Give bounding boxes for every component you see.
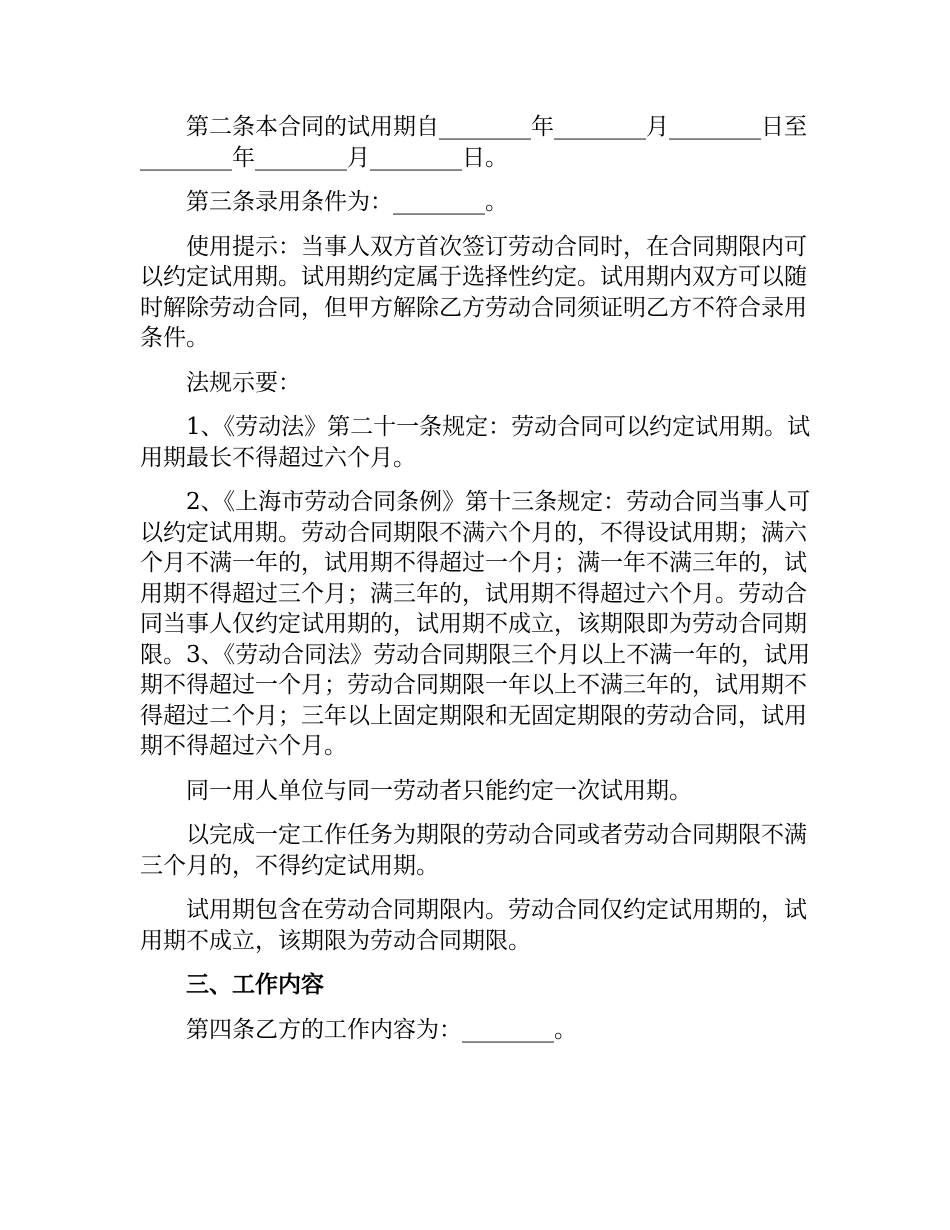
single-probation-paragraph: 同一用人单位与同一劳动者只能约定一次试用期。 (186, 777, 692, 804)
section-heading-work-content: 三、工作内容 (186, 972, 324, 998)
document-page (140, 112, 816, 1059)
article-2-paragraph: 第二条本合同的试用期自________年________月________日至________年________月________日。 (140, 114, 807, 171)
article-4-paragraph: 第四条乙方的工作内容为：________。 (186, 1016, 577, 1043)
no-probation-paragraph: 以完成一定工作任务为期限的劳动合同或者劳动合同期限不满三个月的，不得约定试用期。 (140, 822, 807, 879)
regulation-1-paragraph: 1、《劳动法》第二十一条规定：劳动合同可以约定试用期。试用期最长不得超过六个月。 (140, 414, 811, 471)
usage-tip-paragraph: 使用提示：当事人双方首次签订劳动合同时，在合同期限内可以约定试用期。试用期约定属于选择性约定。试用期内双方可以随时解除劳动合同，但甲方解除乙方劳动合同须证明乙方不符合录用条件。 (140, 233, 807, 351)
article-3-paragraph: 第三条录用条件为：________。 (186, 189, 508, 215)
probation-included-paragraph: 试用期包含在劳动合同期限内。劳动合同仅约定试用期的，试用期不成立，该期限为劳动合同期限。 (140, 897, 807, 954)
regulations-label: 法规示要： (186, 369, 301, 396)
regulation-2-paragraph: 2、《上海市劳动合同条例》第十三条规定：劳动合同当事人可以约定试用期。劳动合同期限不满六个月的，不得设试用期；满六个月不满一年的，试用期不得超过一个月；满一年不满三年的，试用期不得超过三个月；满三年的，试用期不得超过六个月。劳动合同当事人仅约定试用期的，试用期不成立，该期限即为劳动合同期限。3、《劳动合同法》劳动合同期限三个月以上不满一年的，试用期不得超过一个月；劳动合同期限一年以上不满三年的，试用期不得超过二个月；三年以上固定期限和无固定期限的劳动合同，试用期不得超过六个月。 (140, 489, 811, 759)
